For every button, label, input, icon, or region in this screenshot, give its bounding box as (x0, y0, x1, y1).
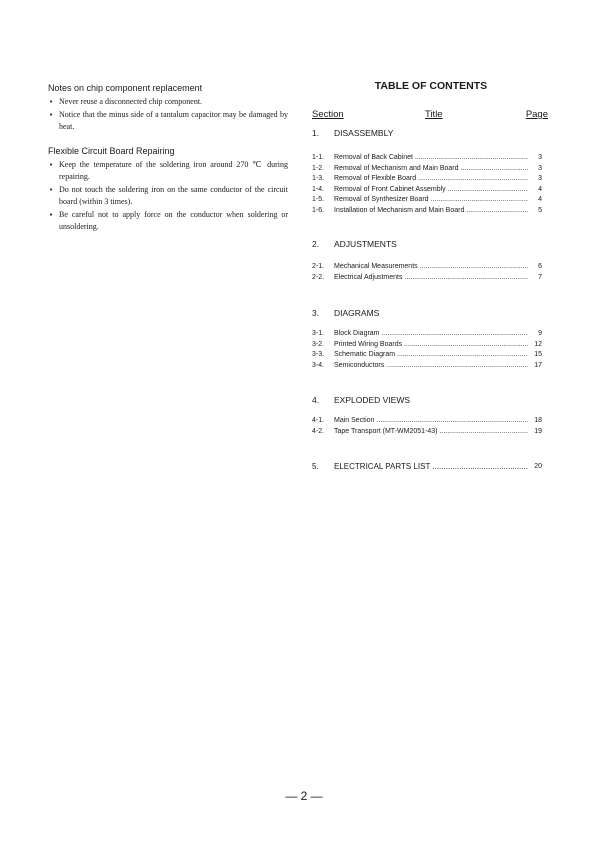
toc-group-number: 4. (312, 395, 320, 405)
toc-entry[interactable] (312, 206, 548, 217)
toc-entry-number: 3-4. (312, 361, 325, 369)
toc-entry-number: 3-3. (312, 351, 325, 358)
toc-header-page: Page (525, 109, 548, 120)
toc-entry-title: Schematic Diagram ..... (334, 350, 528, 361)
toc-entry[interactable] (312, 416, 548, 427)
toc-group-title: ADJUSTMENTS (334, 239, 397, 249)
toc-entry-page: 20 (534, 463, 542, 470)
toc-entry-page: 9 (538, 330, 542, 337)
toc-entry-number: 3-1. (312, 330, 325, 337)
toc-group-title: DISASSEMBLY (334, 128, 394, 138)
toc-entry[interactable] (312, 427, 548, 438)
toc-group-disassembly (312, 127, 548, 139)
flex-note-item: • Be careful not to apply force on the conductor when soldering or unsoldering. (48, 209, 288, 234)
toc-entry-number: 5. (312, 462, 319, 471)
flex-note-item: • Do not touch the soldering iron on the same conductor of the circuit board (within 3 times). (48, 184, 288, 209)
toc-entry-number: 1-4. (312, 185, 325, 193)
toc-entry-number: 1-2. (312, 164, 325, 172)
toc-group-number: 3. (312, 308, 320, 318)
toc-header-section: Section (312, 109, 344, 120)
toc-entry[interactable] (312, 340, 548, 351)
toc-entry-number: 4-2. (312, 427, 325, 435)
chip-replacement-heading: Notes on chip component replacement (48, 83, 203, 93)
toc-entry-title: Removal of Back Cabinet ..... (334, 153, 528, 164)
toc-entry[interactable] (312, 185, 548, 196)
toc-entry-title: Removal of Synthesizer Board ..... (334, 195, 528, 206)
toc-entry-page: 17 (534, 361, 542, 369)
toc-entry-page: 7 (538, 273, 542, 281)
chip-notes-list (48, 96, 288, 134)
toc-entry-page: 6 (538, 263, 542, 270)
toc-entry-title: ELECTRICAL PARTS LIST ..... (334, 461, 528, 473)
flex-note-item: • Keep the temperature of the soldering iron around 270 ℃ during repairing. (48, 159, 288, 184)
toc-entry-title: Main Section ..... (334, 416, 528, 427)
toc-entry-page: 5 (538, 206, 542, 214)
toc-entry-page: 19 (534, 427, 542, 435)
toc-entry-title: Installation of Mechanism and Main Board ..... (334, 206, 528, 217)
table-of-contents (312, 79, 548, 473)
toc-entry[interactable] (312, 329, 548, 340)
toc-entry-number: 3-2. (312, 340, 325, 348)
toc-entry-title: Tape Transport (MT-WM2051-43) ..... (334, 427, 528, 438)
flex-board-heading: Flexible Circuit Board Repairing (48, 145, 175, 156)
toc-entry[interactable] (312, 164, 548, 175)
toc-entry-parts-list[interactable] (312, 461, 548, 473)
toc-entry-title: Electrical Adjustments ..... (334, 273, 528, 284)
toc-entry[interactable] (312, 350, 548, 361)
toc-group-number: 1. (312, 128, 320, 138)
toc-entry[interactable] (312, 174, 548, 185)
toc-entry-number: 2-1. (312, 263, 325, 270)
toc-entry-page: 15 (534, 351, 542, 358)
toc-entry[interactable] (312, 273, 548, 284)
toc-entry-number: 1-1. (312, 154, 325, 161)
toc-entry-number: 1-3. (312, 175, 325, 182)
toc-group-title: DIAGRAMS (334, 308, 380, 318)
page-number: — 2 — (285, 789, 323, 803)
toc-entry-number: 4-1. (312, 417, 325, 424)
toc-group-adjustments (312, 238, 548, 250)
toc-entry-number: 1-6. (312, 206, 325, 214)
flex-notes-list (48, 159, 288, 234)
toc-group-diagrams (312, 307, 548, 319)
toc-group-exploded-views (312, 394, 548, 406)
toc-entry-title: Removal of Flexible Board ..... (334, 174, 528, 185)
toc-entry-page: 18 (534, 417, 542, 424)
chip-note-item: • Never reuse a disconnected chip component. (48, 96, 288, 109)
toc-entry-page: 3 (538, 154, 542, 161)
toc-entry[interactable] (312, 361, 548, 372)
toc-entry-page: 3 (538, 164, 542, 172)
toc-header-row (312, 109, 548, 123)
toc-entry[interactable] (312, 153, 548, 164)
toc-entry-page: 4 (538, 196, 542, 203)
toc-title: TABLE OF CONTENTS (374, 80, 488, 92)
toc-entry-page: 12 (534, 340, 542, 348)
toc-entry-title: Removal of Front Cabinet Assembly ..... (334, 185, 528, 196)
toc-header-title: Title (425, 109, 443, 120)
toc-entry-title: Semiconductors ..... (334, 361, 528, 372)
toc-entry-title: Block Diagram ..... (334, 329, 528, 340)
toc-group-number: 2. (312, 239, 320, 249)
toc-entry-number: 2-2. (312, 273, 325, 281)
toc-entry-title: Mechanical Measurements ..... (334, 262, 528, 273)
toc-entry-page: 3 (538, 175, 542, 182)
toc-entry-page: 4 (538, 185, 542, 193)
toc-entry[interactable] (312, 262, 548, 273)
toc-group-title: EXPLODED VIEWS (334, 395, 411, 405)
toc-entry-number: 1-5. (312, 196, 325, 203)
toc-entry-title: Printed Wiring Boards ..... (334, 340, 528, 351)
notes-column (48, 82, 288, 234)
toc-entry-title: Removal of Mechanism and Main Board ..... (334, 164, 528, 175)
toc-entry[interactable] (312, 195, 548, 206)
chip-note-item: • Notice that the minus side of a tantalum capacitor may be damaged by heat. (48, 109, 288, 134)
